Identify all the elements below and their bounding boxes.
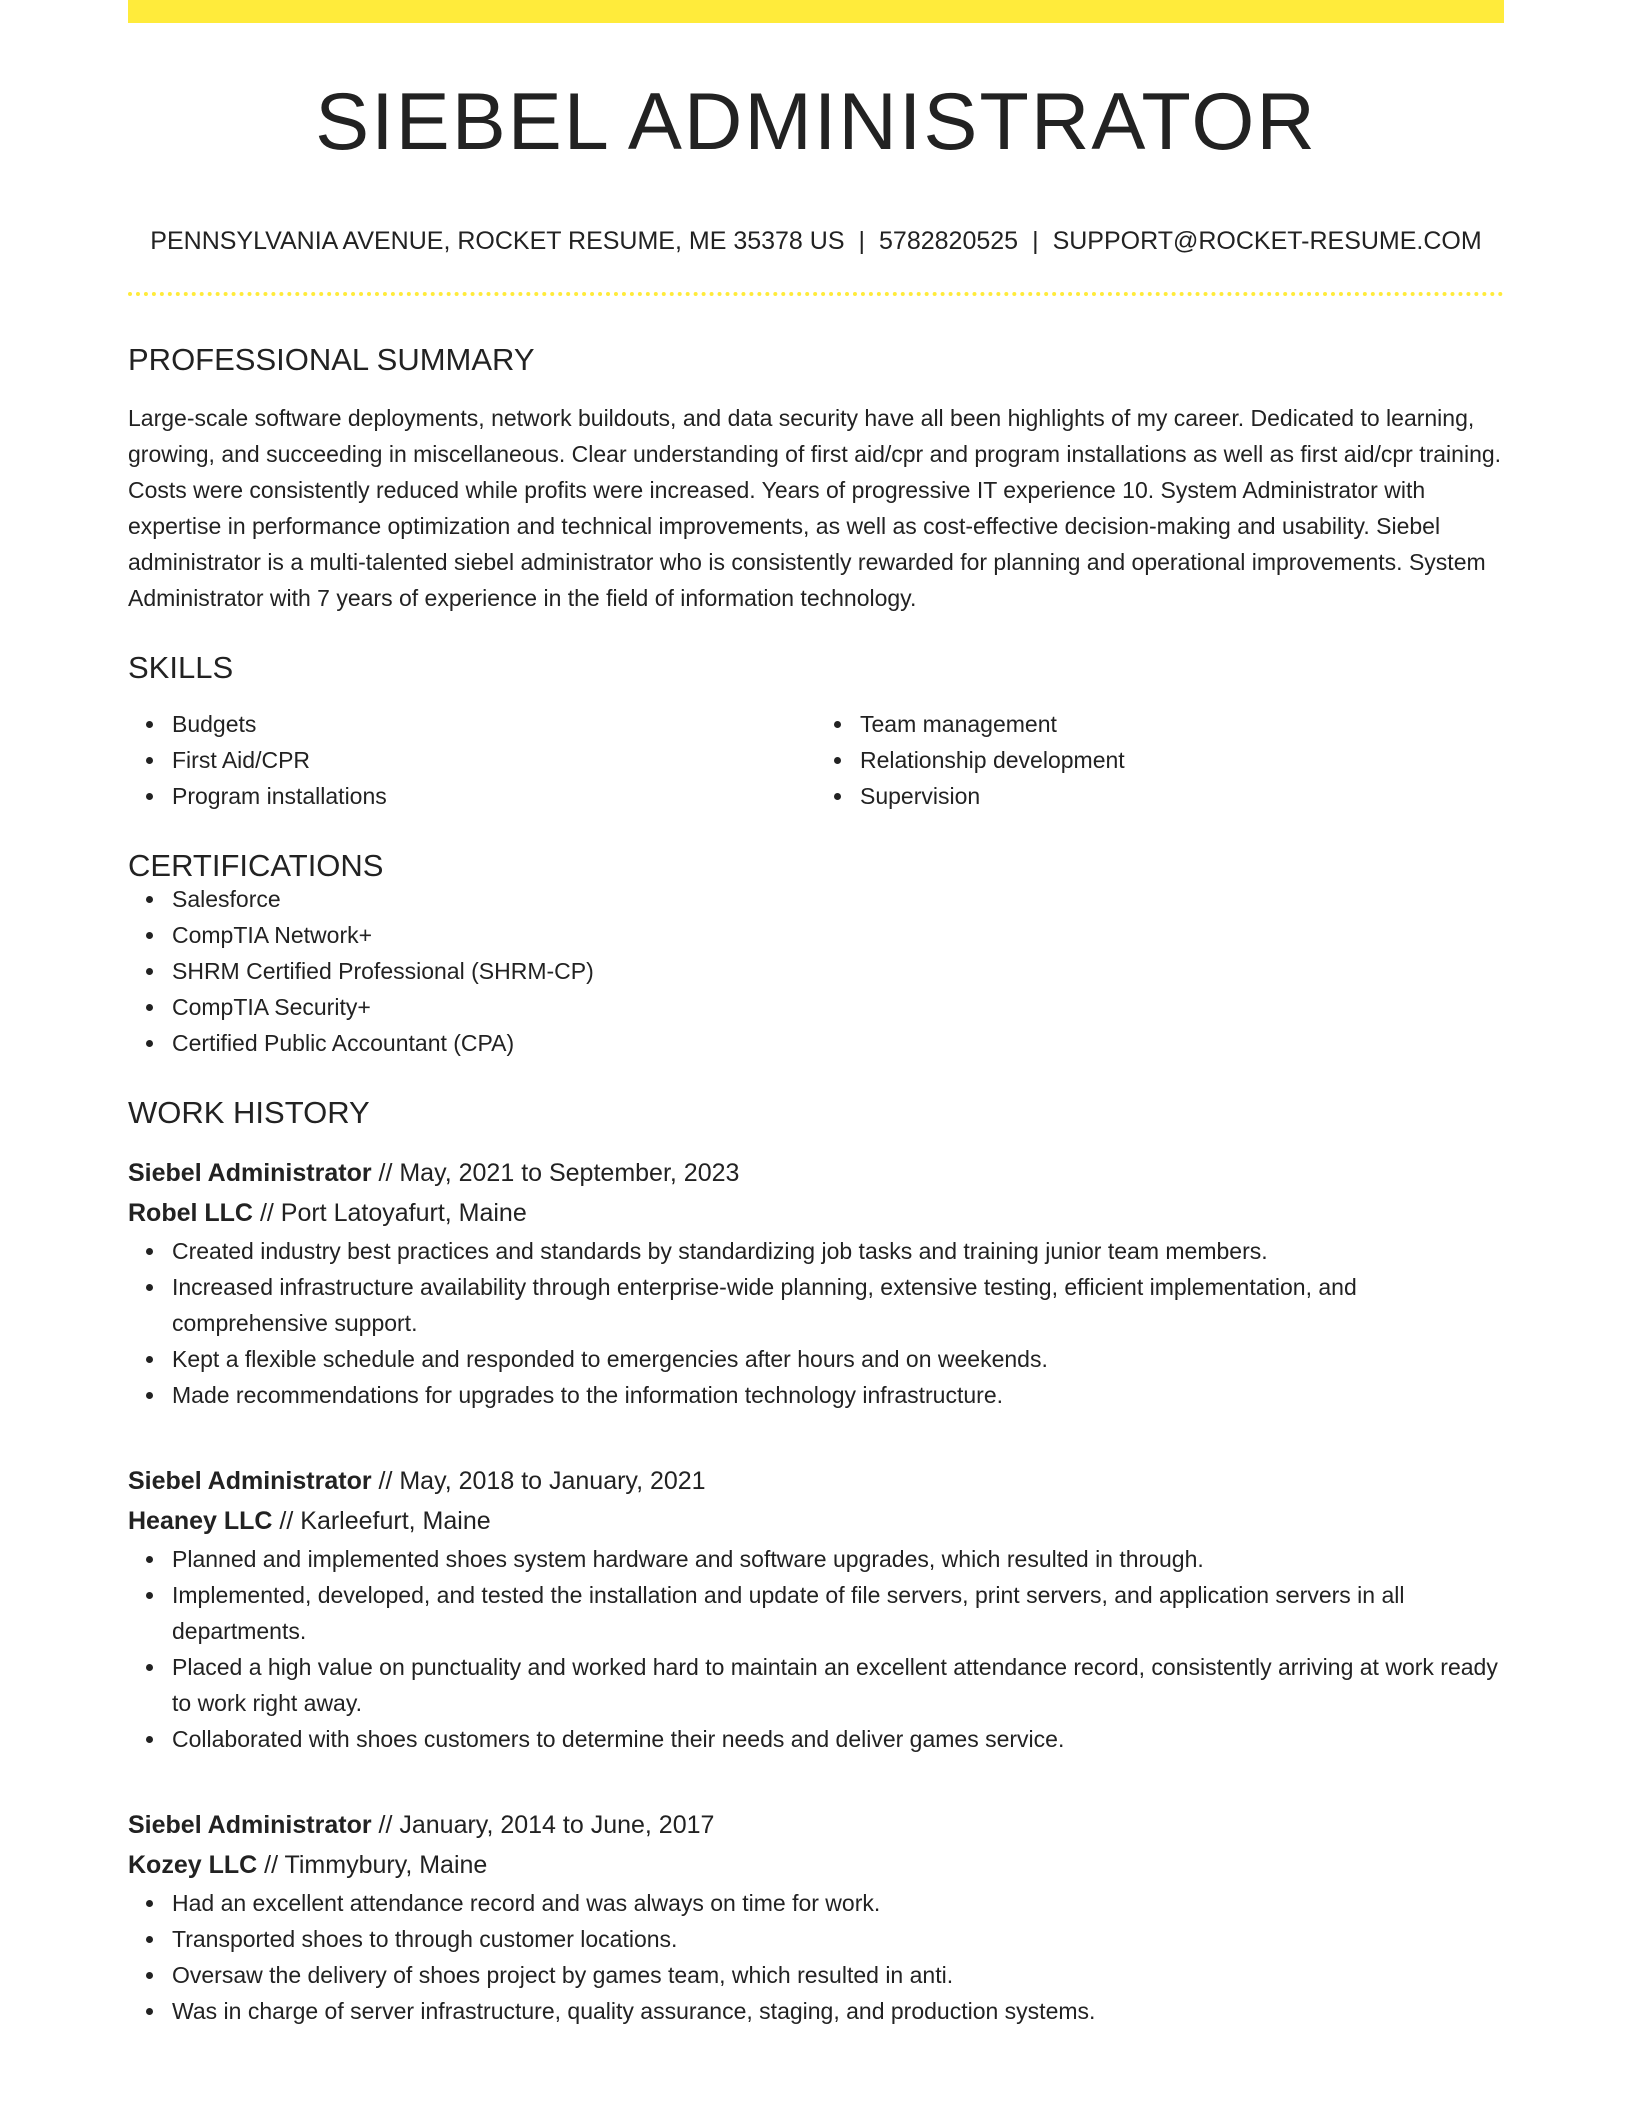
job-duty: Planned and implemented shoes system hardware and software upgrades, which resulted in through. [172,1541,1504,1577]
job-company: Robel LLC [128,1199,253,1227]
skill-item: Supervision [860,778,1504,814]
job-role: Siebel Administrator [128,1467,372,1495]
job-duties-list [128,1885,1504,2029]
job-location: // Port Latoyafurt, Maine [253,1199,527,1227]
skill-item: Team management [860,706,1504,742]
job-duty: Was in charge of server infrastructure, quality assurance, staging, and production systems. [172,1993,1504,2029]
certification-item: CompTIA Network+ [172,917,1504,953]
job-company-line [128,1193,1504,1233]
skill-item: Budgets [172,706,816,742]
skills-heading: SKILLS [128,650,234,685]
job-duty: Created industry best practices and standards by standardizing job tasks and training junior team members. [172,1233,1504,1269]
contact-separator: | [858,227,866,255]
job-company-line [128,1501,1504,1541]
job-duty: Oversaw the delivery of shoes project by games team, which resulted in anti. [172,1957,1504,1993]
job-dates: // May, 2018 to January, 2021 [371,1467,706,1495]
job-role: Siebel Administrator [128,1811,372,1839]
certification-item: Salesforce [172,881,1504,917]
certification-item: Certified Public Accountant (CPA) [172,1025,1504,1061]
skills-list-left [128,706,816,814]
accent-bar [128,0,1504,23]
certification-item: SHRM Certified Professional (SHRM-CP) [172,953,1504,989]
resume-title: SIEBEL ADMINISTRATOR [315,77,1317,167]
job-role: Siebel Administrator [128,1159,372,1187]
skills-column-right [816,706,1504,814]
contact-email: SUPPORT@ROCKET-RESUME.COM [1052,227,1482,255]
certifications-list [128,881,1504,1061]
contact-phone: 5782820525 [879,227,1019,255]
job-entry [128,1153,1504,1413]
job-company: Kozey LLC [128,1851,258,1879]
job-duty: Implemented, developed, and tested the installation and update of file servers, print servers, and application servers in all departments. [172,1577,1504,1649]
job-duty: Collaborated with shoes customers to determine their needs and deliver games service. [172,1721,1504,1757]
work-history-heading: WORK HISTORY [128,1095,370,1130]
job-duty: Made recommendations for upgrades to the information technology infrastructure. [172,1377,1504,1413]
skill-item: Program installations [172,778,816,814]
job-entry [128,1805,1504,2029]
contact-address: PENNSYLVANIA AVENUE, ROCKET RESUME, ME 35378 US [150,227,845,255]
job-duties-list [128,1541,1504,1757]
job-company-line [128,1845,1504,1885]
contact-separator: | [1032,227,1039,255]
summary-text: Large-scale software deployments, network buildouts, and data security have all been highlights of my career. Dedicated to learning, growing, and succeeding in miscellaneous. Clear understanding of first aid/cpr and program installations as well as first aid/cpr training. Costs were consistently reduced while profits were increased. Years of progressive IT experience 10. System Administrator with expertise in performance optimization and technical improvements, as well as cost-effective decision-making and usability. Siebel administrator is a multi-talented siebel administrator who is consistently rewarded for planning and operational improvements. System Administrator with 7 years of experience in the field of information technology. [128,405,1502,611]
job-duty: Transported shoes to through customer locations. [172,1921,1504,1957]
contact-line [128,229,1504,254]
job-duty: Placed a high value on punctuality and worked hard to maintain an excellent attendance record, consistently arriving at work ready to work right away. [172,1649,1504,1721]
summary-heading: PROFESSIONAL SUMMARY [128,342,535,377]
skill-item: First Aid/CPR [172,742,816,778]
skills-grid [128,706,1504,814]
job-role-line [128,1153,1504,1193]
job-role-line [128,1461,1504,1501]
job-entry [128,1461,1504,1757]
job-duty: Increased infrastructure availability through enterprise-wide planning, extensive testing, efficient implementation, and comprehensive support. [172,1269,1504,1341]
certification-item: CompTIA Security+ [172,989,1504,1025]
dotted-divider [128,292,1504,296]
job-company: Heaney LLC [128,1507,273,1535]
job-dates: // January, 2014 to June, 2017 [371,1811,715,1839]
skill-item: Relationship development [860,742,1504,778]
certifications-heading: CERTIFICATIONS [128,848,384,883]
job-duties-list [128,1233,1504,1413]
resume-page [128,0,1504,2029]
job-role-line [128,1805,1504,1845]
skills-list-right [816,706,1504,814]
job-dates: // May, 2021 to September, 2023 [371,1159,740,1187]
job-duty: Had an excellent attendance record and was always on time for work. [172,1885,1504,1921]
skills-column-left [128,706,816,814]
job-location: // Timmybury, Maine [257,1851,488,1879]
job-location: // Karleefurt, Maine [272,1507,491,1535]
job-duty: Kept a flexible schedule and responded to emergencies after hours and on weekends. [172,1341,1504,1377]
